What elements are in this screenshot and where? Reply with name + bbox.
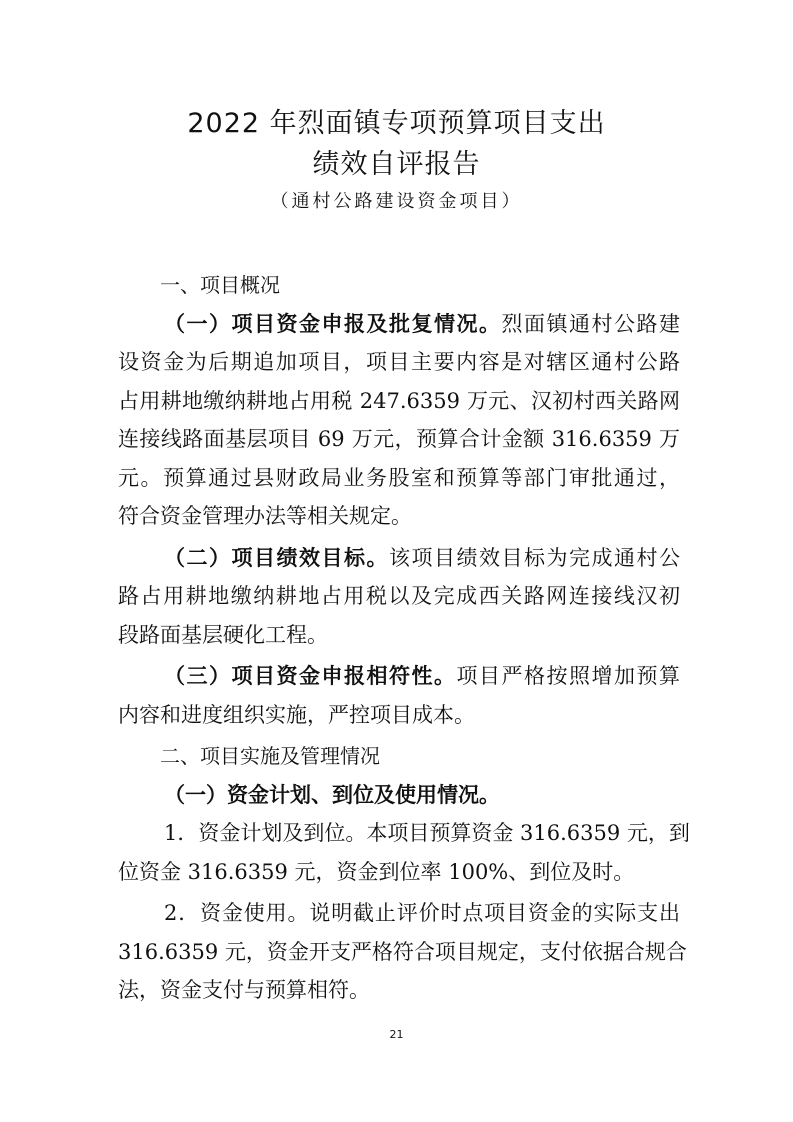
paragraph-line — [118, 305, 680, 344]
paragraph-line: 内容和进度组织实施，严控项目成本。 — [118, 702, 475, 727]
report-subtitle: （通村公路建设资金项目） — [270, 191, 523, 212]
paragraph-text: 项目严格按照增加预算 — [456, 664, 680, 688]
paragraph-line — [118, 657, 680, 696]
subheading-fund-plan: （一）资金计划、到位及使用情况。 — [164, 781, 500, 807]
paragraph-line: 元。预算通过县财政局业务股室和预算等部门审批通过， — [118, 465, 680, 490]
report-body — [118, 266, 690, 1010]
paragraph-line: 符合资金管理办法等相关规定。 — [118, 504, 412, 528]
report-title-line1: 2022 年烈面镇专项预算项目支出 — [187, 108, 606, 139]
paragraph-line: 连接线路面基层项目 69 万元，预算合计金额 316.6359 万 — [118, 427, 680, 451]
paragraph-line: 段路面基层硬化工程。 — [118, 622, 328, 647]
paragraph-line: 316.6359 元，资金开支严格符合项目规定，支付依据合规合 — [118, 939, 687, 964]
paragraph-line: 位资金 316.6359 元，资金到位率 100%、到位及时。 — [118, 859, 635, 884]
section1-heading: 一、项目概况 — [160, 273, 280, 297]
paragraph-line — [118, 539, 680, 578]
report-title-line2: 绩效自评报告 — [312, 149, 481, 180]
subheading-funding-approval: （一）项目资金申报及批复情况。 — [164, 310, 502, 336]
section2-heading: 二、项目实施及管理情况 — [160, 744, 380, 768]
page-number: 21 — [389, 1028, 404, 1041]
paragraph-line: 占用耕地缴纳耕地占用税 247.6359 万元、汉初村西关路网 — [118, 388, 680, 413]
paragraph-line: 路占用耕地缴纳耕地占用税以及完成西关路网连接线汉初 — [118, 584, 680, 608]
paragraph-line: 1．资金计划及到位。本项目预算资金 316.6359 元，到 — [164, 821, 690, 845]
paragraph-line: 设资金为后期追加项目，项目主要内容是对辖区通村公路 — [118, 350, 680, 374]
paragraph-line: 法，资金支付与预算相符。 — [118, 978, 370, 1002]
paragraph-line: 2．资金使用。说明截止评价时点项目资金的实际支出 — [164, 901, 680, 925]
paragraph-text: 该项目绩效目标为完成通村公 — [389, 545, 680, 570]
subheading-performance-goal: （二）项目绩效目标。 — [164, 544, 389, 570]
subheading-funding-consistency: （三）项目资金申报相符性。 — [164, 663, 457, 688]
paragraph-text: 烈面镇通村公路建 — [501, 311, 680, 336]
